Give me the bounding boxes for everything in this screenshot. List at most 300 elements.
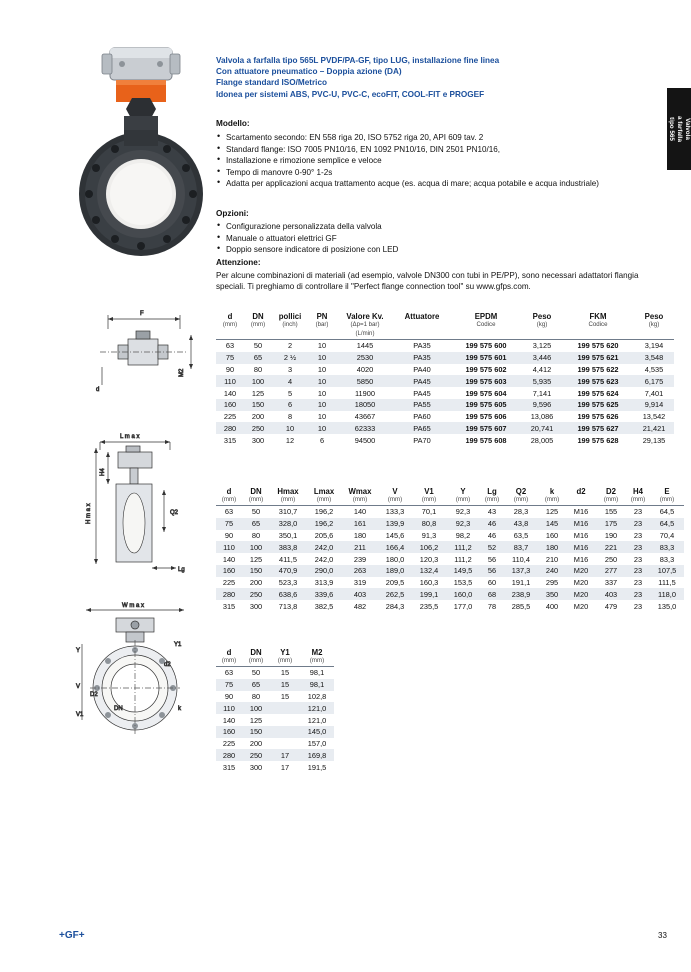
cell: 160 — [223, 400, 237, 410]
cell: 149,5 — [453, 566, 473, 576]
cell: 300 — [249, 762, 263, 772]
cell: 80 — [251, 691, 261, 701]
cell: 242,0 — [314, 554, 334, 564]
col-unit: (mm) — [222, 321, 238, 328]
cell: 155 — [604, 507, 618, 517]
cell: 150 — [249, 727, 263, 737]
cell: 200 — [249, 578, 263, 588]
cell: M20 — [573, 601, 589, 611]
cell: 3,446 — [532, 353, 552, 363]
cell: 290,0 — [314, 566, 334, 576]
cell: 43,8 — [513, 519, 529, 529]
cell-code: 199 575 601 — [465, 353, 507, 363]
modello-heading: Modello: — [216, 119, 250, 128]
col-header: Lg — [487, 487, 497, 496]
title-line-3: Flange standard ISO/Metrico — [216, 78, 328, 88]
list-item: • Manuale o attuatori elettrici GF — [216, 233, 644, 245]
cell: 238,9 — [511, 589, 531, 599]
table-y1-m2 — [216, 648, 334, 773]
drawing-front-view — [60, 600, 210, 740]
col-unit: (mm) — [248, 496, 264, 503]
cell: 2 ½ — [283, 353, 297, 363]
svg-text:M2: M2 — [179, 368, 185, 377]
svg-text:H4: H4 — [100, 468, 106, 476]
cell: M16 — [573, 542, 589, 552]
cell: PA35 — [413, 341, 431, 351]
cell: PA35 — [413, 353, 431, 363]
cell: 140 — [222, 554, 236, 564]
cell: 191,5 — [307, 762, 327, 772]
title-line-4: Idonea per sistemi ABS, PVC-U, PVC-C, ecoFIT, COOL-FIT e PROGEF — [216, 89, 485, 99]
table-row — [216, 375, 674, 387]
svg-text:d2: d2 — [164, 662, 171, 668]
cell: 145 — [545, 519, 559, 529]
cell: 23 — [633, 578, 643, 588]
cell: 235,5 — [419, 601, 439, 611]
table-row — [216, 600, 684, 612]
cell: 64,5 — [659, 507, 675, 517]
cell: 50 — [253, 341, 263, 351]
cell: 70,4 — [659, 530, 675, 540]
cell: 250 — [249, 589, 263, 599]
cell: 110 — [223, 703, 235, 713]
cell: 157,0 — [307, 739, 327, 749]
table-row — [216, 422, 674, 434]
list-item: • Scartamento secondo: EN 558 riga 20, ISO 5752 riga 20, API 609 tav. 2 — [216, 132, 644, 144]
cell: 56 — [487, 554, 497, 564]
col-header: d — [226, 648, 232, 657]
cell: 411,5 — [279, 554, 297, 564]
cell: 180 — [353, 530, 367, 540]
cell-code: 199 575 628 — [577, 435, 619, 445]
cell: 250 — [249, 750, 263, 760]
table-dimensions-table — [216, 487, 684, 612]
cell: 200 — [249, 739, 263, 749]
cell: 50 — [251, 507, 261, 517]
cell: 479 — [604, 601, 618, 611]
drawing-face-to-face — [88, 305, 198, 395]
cell: 10 — [317, 412, 327, 422]
table-codes — [216, 312, 674, 446]
cell: 191,1 — [511, 578, 531, 588]
table-row — [216, 399, 674, 411]
cell: 382,5 — [314, 601, 334, 611]
col-unit: (kg) — [536, 321, 548, 328]
cell: 125 — [251, 388, 265, 398]
cell: 339,6 — [314, 589, 334, 599]
svg-text:D2: D2 — [90, 692, 98, 698]
cell: 139,9 — [385, 519, 405, 529]
table-row — [216, 679, 334, 691]
cell: 161 — [353, 519, 367, 529]
table-row — [216, 588, 684, 600]
cell: 145,6 — [385, 530, 405, 540]
product-title — [216, 55, 656, 100]
svg-text:Lg: Lg — [178, 567, 185, 573]
cell: 111,5 — [658, 578, 676, 588]
cell: 315 — [223, 435, 237, 445]
cell: 64,5 — [659, 519, 675, 529]
cell: 80,8 — [421, 519, 437, 529]
cell-code: 199 575 604 — [465, 388, 507, 398]
cell: 6 — [287, 400, 293, 410]
cell: 250 — [251, 423, 265, 433]
cell: 8 — [287, 412, 293, 422]
col-unit: (kg) — [648, 321, 660, 328]
table-row — [216, 530, 684, 542]
list-item: • Doppio sensore indicatore di posizione con LED — [216, 244, 644, 256]
cell: 12 — [285, 435, 295, 445]
cell: 83,7 — [513, 542, 529, 552]
cell-code: 199 575 606 — [465, 412, 507, 422]
cell: 83,3 — [659, 554, 675, 564]
opzioni-list — [216, 221, 644, 256]
cell: 98,1 — [309, 668, 325, 678]
side-tab-line-3: tipo 565 — [668, 117, 675, 141]
cell: PA45 — [413, 376, 431, 386]
cell: 200 — [251, 412, 265, 422]
cell: 4 — [287, 376, 293, 386]
cell: 23 — [633, 589, 643, 599]
cell: 10 — [317, 353, 327, 363]
cell: 107,5 — [657, 566, 677, 576]
table-row — [216, 749, 334, 761]
cell: 80 — [251, 530, 261, 540]
cell: 263 — [353, 566, 367, 576]
table-row — [216, 691, 334, 703]
cell-code: 199 575 627 — [577, 423, 619, 433]
cell: 15 — [280, 668, 290, 678]
svg-text:k: k — [178, 706, 181, 712]
cell: 23 — [633, 554, 643, 564]
cell: 337 — [604, 578, 618, 588]
col-header: Valore Kv. — [346, 312, 384, 321]
cell: 210 — [545, 554, 559, 564]
cell: 23 — [633, 542, 643, 552]
svg-text:V1: V1 — [76, 712, 84, 718]
cell: 80 — [253, 364, 263, 374]
cell: 196,2 — [314, 519, 334, 529]
cell: 160 — [545, 530, 559, 540]
cell: 68 — [487, 589, 497, 599]
cell: M16 — [573, 554, 589, 564]
cell: 713,8 — [278, 601, 298, 611]
cell: 2530 — [356, 353, 374, 363]
cell: 60 — [487, 578, 497, 588]
cell: 403 — [604, 589, 618, 599]
cell: M20 — [573, 578, 589, 588]
table-dimensions — [216, 487, 684, 612]
cell: 4,535 — [644, 364, 664, 374]
table-row — [216, 434, 674, 446]
cell: 23 — [633, 530, 643, 540]
cell-code: 199 575 620 — [577, 341, 619, 351]
cell: 3,125 — [532, 341, 552, 351]
col-unit: (mm) — [513, 496, 529, 503]
cell: 92,3 — [455, 519, 471, 529]
col-unit: Codice — [588, 321, 608, 328]
col-header: Peso — [644, 312, 664, 321]
col-unit: (mm) — [309, 657, 325, 664]
svg-text:Y: Y — [76, 648, 81, 654]
cell: PA55 — [413, 400, 431, 410]
table-row — [216, 667, 334, 679]
cell: 2 — [287, 341, 293, 351]
cell: 225 — [223, 412, 237, 422]
cell: 90 — [224, 691, 234, 701]
list-item: • Adatta per applicazioni acqua trattamento acque (es. acqua di mare; acqua potabile e acqua industriale) — [216, 178, 644, 190]
cell: 300 — [251, 435, 265, 445]
cell: 43667 — [354, 412, 376, 422]
title-line-1: Valvola a farfalla tipo 565L PVDF/PA-GF, tipo LUG, installazione fine linea — [216, 56, 500, 65]
cell: 150 — [249, 566, 263, 576]
cell: 400 — [545, 601, 559, 611]
table-row — [216, 387, 674, 399]
table-body — [216, 506, 684, 613]
cell: M20 — [573, 589, 589, 599]
col-unit: (mm) — [248, 657, 264, 664]
col-unit: (mm) — [659, 496, 675, 503]
cell: 3 — [287, 364, 293, 374]
cell: 110 — [223, 542, 235, 552]
cell: 23 — [633, 519, 643, 529]
cell: 350 — [545, 589, 559, 599]
cell: 132,4 — [419, 566, 439, 576]
table-row — [216, 541, 684, 553]
cell: 140 — [223, 388, 237, 398]
table-row — [216, 496, 684, 506]
cell: 180 — [545, 542, 559, 552]
side-tab-line-2: a farfalla — [676, 116, 683, 142]
svg-text:F: F — [140, 311, 144, 317]
cell: 17 — [280, 762, 290, 772]
col-header: Wmax — [348, 487, 372, 496]
col-header: DN — [250, 648, 262, 657]
cell: 13,086 — [530, 412, 554, 422]
col-header: E — [664, 487, 670, 496]
cell-code: 199 575 607 — [465, 423, 507, 433]
col-header: PN — [316, 312, 328, 321]
cell: 280 — [222, 589, 236, 599]
cell: 50 — [251, 668, 261, 678]
cell: 166,4 — [385, 542, 405, 552]
cell: 310,7 — [278, 507, 298, 517]
cell — [270, 726, 300, 738]
cell: 62333 — [354, 423, 376, 433]
cell: 121,0 — [307, 715, 327, 725]
cell: 43 — [487, 507, 497, 517]
cell: 100 — [249, 542, 263, 552]
col-unit: (mm) — [277, 657, 293, 664]
opzioni-heading: Opzioni: — [216, 209, 249, 218]
col-header: M2 — [311, 648, 323, 657]
cell: M16 — [573, 530, 589, 540]
col-header: DN — [252, 312, 264, 321]
title-line-2: Con attuatore pneumatico – Doppia azione (DA) — [216, 67, 402, 77]
cell: 403 — [353, 589, 367, 599]
cell: 7,401 — [644, 388, 664, 398]
cell: M16 — [573, 507, 589, 517]
cell: 63 — [224, 507, 234, 517]
table-codes-table — [216, 312, 674, 446]
cell: 94500 — [354, 435, 376, 445]
cell: 110 — [224, 376, 236, 386]
table-body — [216, 667, 334, 774]
table-row — [216, 738, 334, 750]
cell: 120,3 — [419, 554, 439, 564]
cell-code: 199 575 608 — [465, 435, 507, 445]
cell: 190 — [604, 530, 618, 540]
cell-code: 199 575 625 — [577, 400, 619, 410]
drawing-side-elevation — [78, 428, 203, 588]
cell: 9,914 — [644, 400, 664, 410]
cell: 482 — [353, 601, 367, 611]
cell: 121,0 — [307, 703, 327, 713]
cell: 145,0 — [307, 727, 327, 737]
cell: 10 — [317, 400, 327, 410]
cell: 83,3 — [659, 542, 675, 552]
col-header: D2 — [606, 487, 616, 496]
col-unit: (mm) — [630, 496, 646, 503]
cell-code: 199 575 626 — [577, 412, 619, 422]
cell: 111,2 — [454, 554, 472, 564]
cell: 10 — [317, 423, 327, 433]
cell: 28,005 — [530, 435, 554, 445]
cell: 46 — [487, 530, 497, 540]
cell: 5850 — [356, 376, 374, 386]
cell: 17 — [280, 750, 290, 760]
svg-text:DN: DN — [114, 706, 123, 712]
cell: 65 — [251, 519, 261, 529]
cell: 211 — [354, 542, 366, 552]
table-row — [216, 411, 674, 423]
col-unit: (inch) — [282, 321, 298, 328]
list-item: • Standard flange: ISO 7005 PN10/16, EN 1092 PN10/16, DIN 2501 PN10/16, — [216, 144, 644, 156]
list-item: • Configurazione personalizzata della valvola — [216, 221, 644, 233]
svg-text:L m a x: L m a x — [120, 434, 140, 440]
table-row — [216, 487, 684, 496]
col-unit: (mm) — [603, 496, 619, 503]
cell-code: 199 575 623 — [577, 376, 619, 386]
cell: 111,2 — [454, 542, 472, 552]
cell: M16 — [573, 519, 589, 529]
cell — [270, 738, 300, 750]
col-unit: (mm) — [387, 496, 403, 503]
cell: 150 — [251, 400, 265, 410]
cell: 10 — [317, 364, 327, 374]
col-header: d — [226, 487, 232, 496]
col-header: Peso — [532, 312, 552, 321]
cell: 277 — [604, 566, 618, 576]
table-row — [216, 553, 684, 565]
side-tab-line-1: Valvola — [684, 118, 691, 140]
cell-code: 199 575 624 — [577, 388, 619, 398]
cell: PA65 — [413, 423, 431, 433]
modello-list — [216, 132, 644, 190]
cell-code: 199 575 621 — [577, 353, 619, 363]
cell: 328,0 — [278, 519, 298, 529]
cell-code: 199 575 605 — [465, 400, 507, 410]
svg-text:d: d — [96, 387, 100, 393]
cell: 5 — [287, 388, 293, 398]
col-unit: (mm) — [421, 496, 437, 503]
cell: 250 — [604, 554, 618, 564]
col-header: d — [227, 312, 233, 321]
cell: 65 — [251, 680, 261, 690]
cell: 135,0 — [657, 601, 677, 611]
col-header: DN — [250, 487, 262, 496]
cell: 98,2 — [455, 530, 471, 540]
cell: 205,6 — [314, 530, 334, 540]
cell — [270, 702, 300, 714]
cell: 23 — [633, 601, 643, 611]
col-unit: (bar) — [315, 321, 329, 328]
cell: 160,3 — [419, 578, 439, 588]
col-header: Y — [460, 487, 466, 496]
cell: 98,1 — [309, 680, 325, 690]
cell: 100 — [249, 703, 263, 713]
cell: 125 — [545, 507, 559, 517]
cell: 100 — [251, 376, 265, 386]
cell: 90 — [224, 530, 234, 540]
cell: 29,135 — [642, 435, 666, 445]
table-row — [216, 330, 674, 340]
cell: 15 — [280, 680, 290, 690]
col-unit: (mm) — [221, 657, 237, 664]
cell: PA70 — [413, 435, 431, 445]
cell: 23 — [633, 507, 643, 517]
cell: 65 — [253, 353, 263, 363]
table-row — [216, 565, 684, 577]
page-number: 33 — [658, 931, 667, 940]
col-header: FKM — [589, 312, 607, 321]
col-unit: (mm) — [280, 496, 296, 503]
cell: 225 — [222, 578, 236, 588]
col-unit: (mm) — [250, 321, 266, 328]
col-header: EPDM — [474, 312, 498, 321]
cell: 140 — [353, 507, 367, 517]
cell: 315 — [222, 601, 236, 611]
col-header: Lmax — [313, 487, 335, 496]
col-unit: Codice — [476, 321, 496, 328]
cell: 285,5 — [511, 601, 531, 611]
cell: 75 — [224, 680, 234, 690]
cell: 125 — [249, 715, 263, 725]
cell: 52 — [487, 542, 497, 552]
cell: 280 — [222, 750, 236, 760]
table-row — [216, 761, 334, 773]
cell: 75 — [224, 519, 234, 529]
cell: 242,0 — [314, 542, 334, 552]
cell: PA60 — [413, 412, 431, 422]
attenzione-text: Per alcune combinazioni di materiali (ad esempio, valvole DN300 con tubi in PE/PP), sono necessari adattatori flangia speciali. Ti preghiamo di controllare il "Perfect flange connection tool" su www.gfps.com. — [216, 271, 639, 292]
table-row — [216, 352, 674, 364]
cell: 90 — [225, 364, 235, 374]
cell: 7,141 — [532, 388, 552, 398]
cell-code: 199 575 622 — [577, 364, 619, 374]
cell: 284,3 — [385, 601, 405, 611]
side-tab-text — [667, 116, 691, 142]
cell: 175 — [604, 519, 618, 529]
cell: 319 — [353, 578, 367, 588]
cell-code: 199 575 602 — [465, 364, 507, 374]
cell: 221 — [604, 542, 618, 552]
cell: 315 — [222, 762, 236, 772]
cell: 133,3 — [385, 507, 405, 517]
cell: 18050 — [354, 400, 376, 410]
cell: 523,3 — [278, 578, 298, 588]
cell: PA40 — [413, 364, 431, 374]
